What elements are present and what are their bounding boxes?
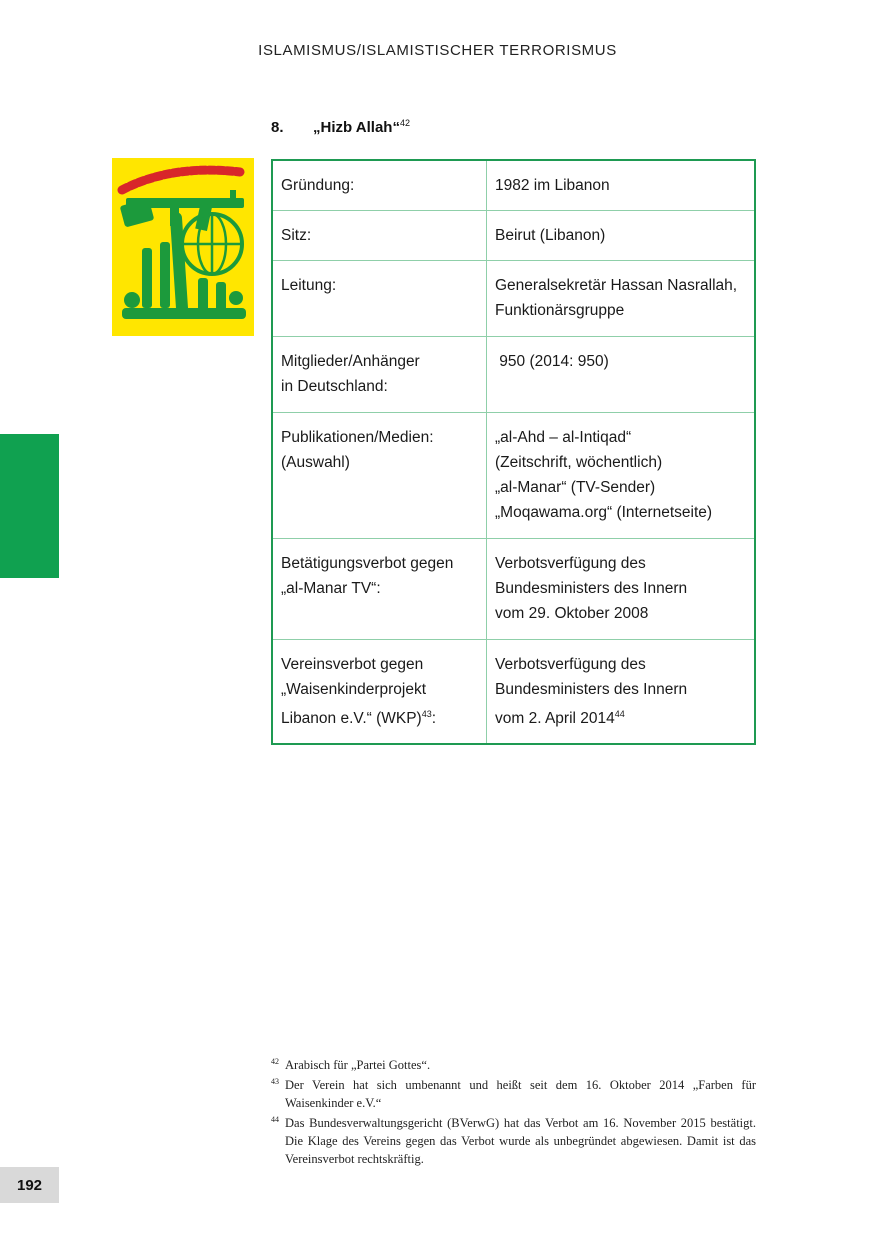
page-number: 192 [0, 1167, 59, 1203]
row-label [272, 640, 487, 745]
facts-table-body [272, 160, 755, 744]
table-row [272, 640, 755, 745]
row-value-line: 950 (2014: 950) [495, 353, 609, 370]
row-value [487, 539, 756, 640]
row-value-line: „al-Ahd – al-Intiqad“ [495, 429, 632, 446]
footnotes [271, 1056, 756, 1170]
row-label-line: „al-Manar TV“: [281, 580, 381, 597]
chapter-color-tab [0, 434, 59, 578]
table-row [272, 160, 755, 211]
row-label [272, 160, 487, 211]
footnote-number: 43 [271, 1077, 279, 1086]
row-value [487, 211, 756, 261]
row-label [272, 539, 487, 640]
row-label-line: Mitglieder/Anhänger [281, 353, 420, 370]
row-label-line: „Waisenkinderprojekt [281, 681, 427, 698]
row-label-line: Sitz: [281, 227, 312, 244]
row-label-line: in Deutschland: [281, 378, 388, 395]
row-value-line: „Moqawama.org“ (Internetseite) [495, 504, 713, 521]
table-row [272, 337, 755, 413]
row-label-line: Betätigungsverbot gegen [281, 555, 454, 572]
row-label [272, 413, 487, 539]
row-label-line: Gründung: [281, 177, 355, 194]
hizb-allah-emblem-graphic [112, 158, 254, 336]
row-label-line: Vereinsverbot gegen [281, 656, 424, 673]
row-value-line: vom 29. Oktober 2008 [495, 605, 649, 622]
footnote-number: 42 [271, 1057, 279, 1066]
footnote-text: Arabisch für „Partei Gottes“. [285, 1058, 431, 1072]
footnote-ref-43[interactable]: 43 [421, 709, 432, 719]
section-number: 8. [271, 119, 284, 136]
row-value [487, 337, 756, 413]
footnote-ref-44[interactable]: 44 [614, 709, 625, 719]
row-value-line: Verbotsverfügung des [495, 656, 646, 673]
row-value-line: Beirut (Libanon) [495, 227, 606, 244]
row-value [487, 160, 756, 211]
row-value-line: 1982 im Libanon [495, 177, 610, 194]
row-label-line: Publikationen/Medien: [281, 429, 434, 446]
row-label [272, 337, 487, 413]
row-label [272, 211, 487, 261]
table-row [272, 211, 755, 261]
running-header: ISLAMISMUS/ISLAMISTISCHER TERRORISMUS [258, 42, 617, 59]
row-label [272, 261, 487, 337]
row-label-line [281, 702, 478, 731]
table-row [272, 261, 755, 337]
row-value [487, 261, 756, 337]
footnote-text: Der Verein hat sich umbenannt und heißt seit dem 16. Oktober 2014 „Farben für Waisenkinder e.V.“ [285, 1078, 756, 1110]
table-row [272, 413, 755, 539]
row-value-line: Bundesministers des Innern [495, 580, 688, 597]
footnote-ref-42[interactable]: 42 [399, 118, 410, 128]
row-value-line: „al-Manar“ (TV-Sender) [495, 479, 656, 496]
footnote-44 [271, 1114, 756, 1168]
section-heading [271, 118, 410, 136]
organisation-facts-table [271, 159, 756, 745]
row-label-line: Leitung: [281, 277, 337, 294]
hizb-allah-flag-emblem [112, 158, 254, 336]
footnote-number: 44 [271, 1115, 279, 1124]
row-value-line: Generalsekretär Hassan Nasrallah, [495, 277, 738, 294]
row-value-text: vom 2. April 2014 [495, 710, 615, 727]
row-value-line [495, 702, 746, 731]
row-value-line: (Zeitschrift, wöchentlich) [495, 454, 663, 471]
row-label-text: Libanon e.V.“ (WKP) [281, 710, 422, 727]
row-value [487, 640, 756, 745]
row-value [487, 413, 756, 539]
section-title: „Hizb Allah“ [313, 119, 400, 136]
footnote-43 [271, 1076, 756, 1112]
row-value-line: Bundesministers des Innern [495, 681, 688, 698]
table-row [272, 539, 755, 640]
row-value-line: Funktionärsgruppe [495, 302, 625, 319]
footnote-text: Das Bundesverwaltungsgericht (BVerwG) hat das Verbot am 16. November 2015 bestätigt. Die Klage des Vereins gegen das Verbot wurde als unbegründet abgewiesen. Damit ist das Vereinsverbot rechtskräftig. [285, 1116, 756, 1166]
row-label-suffix: : [431, 710, 437, 727]
footnote-42 [271, 1056, 756, 1074]
row-label-line: (Auswahl) [281, 454, 350, 471]
row-value-line: Verbotsverfügung des [495, 555, 646, 572]
